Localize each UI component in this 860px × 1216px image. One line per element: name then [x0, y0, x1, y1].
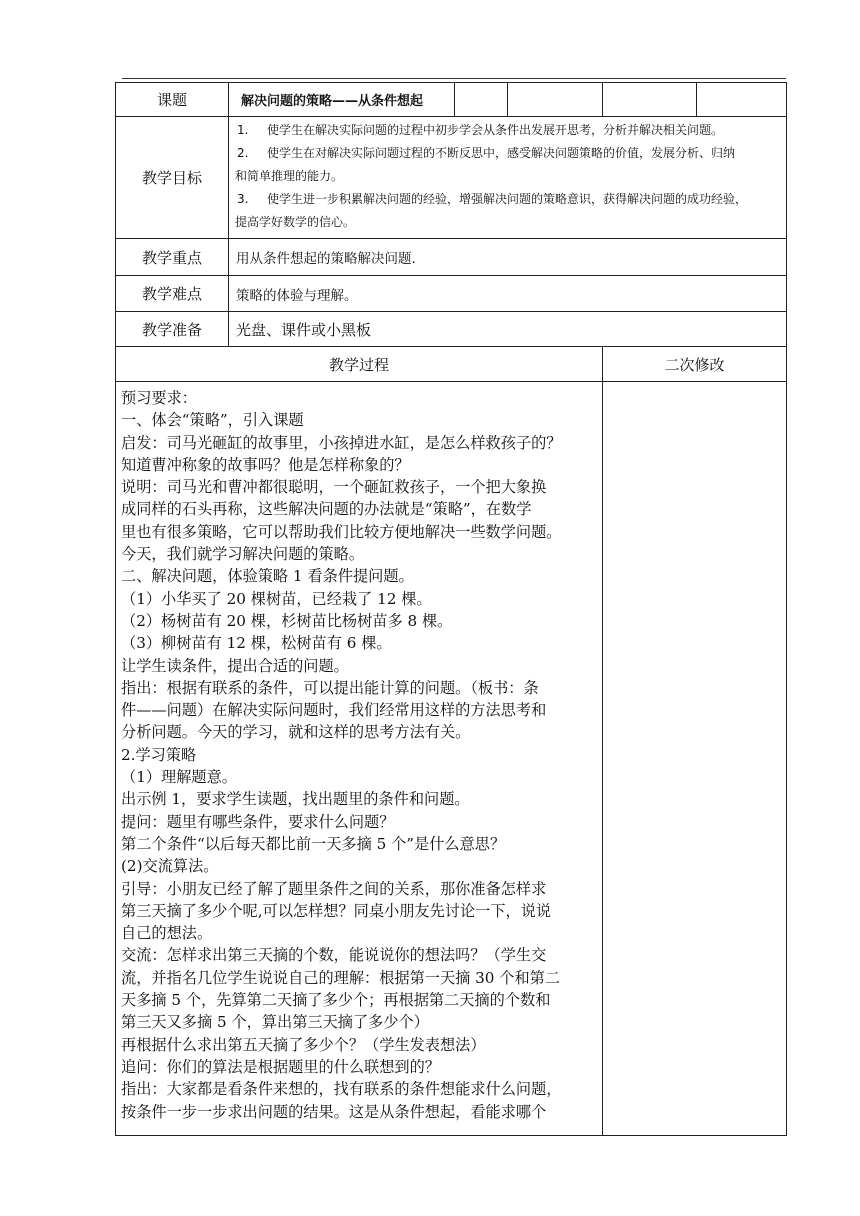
process-line: （1）理解题意。 — [121, 768, 237, 787]
lesson-plan-table — [115, 82, 787, 1136]
objective-2: 2. 使学生在对解决实际问题过程的不断反思中，感受解决问题策略的价值，发展分析、归纳 — [237, 146, 736, 160]
process-line: 说明：司马光和曹冲都很聪明，一个砸缸救孩子，一个把大象换 — [121, 478, 547, 497]
top-rule — [122, 78, 786, 79]
preparation-label: 教学准备 — [116, 312, 229, 347]
topic-value: 解决问题的策略——从条件想起 — [229, 83, 455, 117]
process-line: 提问：题里有哪些条件，要求什么问题？ — [121, 812, 395, 831]
process-line: 启发：司马光砸缸的故事里，小孩掉进水缸，是怎么样救孩子的？ — [121, 433, 562, 452]
process-line: （1）小华买了 20 棵树苗，已经栽了 12 棵。 — [121, 589, 432, 608]
revision-content — [603, 382, 787, 1136]
process-line: 按条件一步一步求出问题的结果。这是从条件想起，看能求哪个 — [121, 1102, 547, 1121]
process-line: （2）杨树苗有 20 棵，杉树苗比杨树苗多 8 棵。 — [121, 611, 453, 630]
process-line: 二、解决问题，体验策略 1 看条件提问题。 — [121, 567, 414, 586]
key-point-label: 教学重点 — [116, 239, 229, 276]
objective-1: 1. 使学生在解决实际问题的过程中初步学会从条件出发展开思考，分析并解决相关问题。 — [237, 123, 724, 137]
objectives-label: 教学目标 — [116, 117, 229, 239]
objectives-content — [229, 117, 787, 239]
process-line: 自己的想法。 — [121, 924, 213, 943]
process-line: 指出：大家都是看条件来想的，找有联系的条件想能求什么问题， — [121, 1080, 562, 1099]
blank-cell-2 — [508, 83, 603, 117]
process-line: 今天，我们就学习解决问题的策略。 — [121, 545, 364, 564]
process-header-row — [116, 347, 787, 382]
preparation-value: 光盘、课件或小黑板 — [229, 312, 787, 347]
process-content — [116, 382, 603, 1136]
blank-cell-3 — [603, 83, 697, 117]
process-line: 第三天又多摘 5 个，算出第三天摘了多少个） — [121, 1013, 429, 1032]
process-line: 出示例 1，要求学生读题，找出题里的条件和问题。 — [121, 790, 470, 809]
process-line: 再根据什么求出第五天摘了多少个？（学生发表想法） — [121, 1035, 486, 1054]
process-line: 第三天摘了多少个呢,可以怎样想？同桌小朋友先讨论一下，说说 — [121, 901, 552, 920]
process-line: （3）柳树苗有 12 棵，松树苗有 6 棵。 — [121, 634, 392, 653]
process-lines — [121, 387, 598, 1123]
process-line: 引导：小朋友已经了解了题里条件之间的关系，那你准备怎样求 — [121, 879, 547, 898]
process-line: 分析问题。今天的学习，就和这样的思考方法有关。 — [121, 723, 471, 742]
preparation-row — [116, 312, 787, 347]
process-line: (2)交流算法。 — [121, 857, 219, 876]
objectives-row — [116, 117, 787, 239]
process-label: 教学过程 — [116, 347, 603, 382]
topic-label: 课题 — [116, 83, 229, 117]
blank-cell-1 — [455, 83, 508, 117]
process-line: 交流：怎样求出第三天摘的个数，能说说你的想法吗？（学生交 — [121, 946, 547, 965]
process-line: 预习要求： — [121, 389, 197, 407]
difficulty-value: 策略的体验与理解。 — [229, 276, 787, 312]
process-line: 成同样的石头再称，这些解决问题的办法就是“策略”，在数学 — [121, 500, 532, 519]
process-line: 知道曹冲称象的故事吗？他是怎样称象的？ — [121, 455, 410, 474]
difficulty-row — [116, 276, 787, 312]
objective-2-cont: 和简单推理的能力。 — [235, 169, 344, 183]
process-line: 让学生读条件，提出合适的问题。 — [121, 656, 349, 675]
revision-label: 二次修改 — [603, 347, 787, 382]
process-line: 指出：根据有联系的条件，可以提出能计算的问题。（板书：条 — [121, 678, 539, 697]
process-line: 第二个条件“以后每天都比前一天多摘 5 个”是什么意思？ — [121, 834, 506, 853]
process-line: 流，并指名几位学生说说自己的理解：根据第一天摘 30 个和第二 — [121, 968, 561, 987]
process-line: 里也有很多策略，它可以帮助我们比较方便地解决一些数学问题。 — [121, 522, 562, 541]
key-point-value: 用从条件想起的策略解决问题. — [229, 239, 787, 276]
process-line: 天多摘 5 个，先算第二天摘了多少个；再根据第二天摘的个数和 — [121, 991, 551, 1010]
difficulty-label: 教学难点 — [116, 276, 229, 312]
process-line: 追问：你们的算法是根据题里的什么联想到的？ — [121, 1057, 440, 1076]
process-line: 件——问题）在解决实际问题时，我们经常用这样的方法思考和 — [121, 701, 547, 720]
objective-3-cont: 提高学好数学的信心。 — [235, 215, 356, 229]
process-body-row — [116, 382, 787, 1136]
process-line: 2.学习策略 — [121, 745, 197, 764]
key-point-row — [116, 239, 787, 276]
objective-3: 3. 使学生进一步积累解决问题的经验，增强解决问题的策略意识，获得解决问题的成功经验， — [237, 192, 748, 206]
process-line: 一、体会“策略”，引入课题 — [121, 411, 304, 430]
blank-cell-4 — [697, 83, 787, 117]
topic-row — [116, 83, 787, 117]
